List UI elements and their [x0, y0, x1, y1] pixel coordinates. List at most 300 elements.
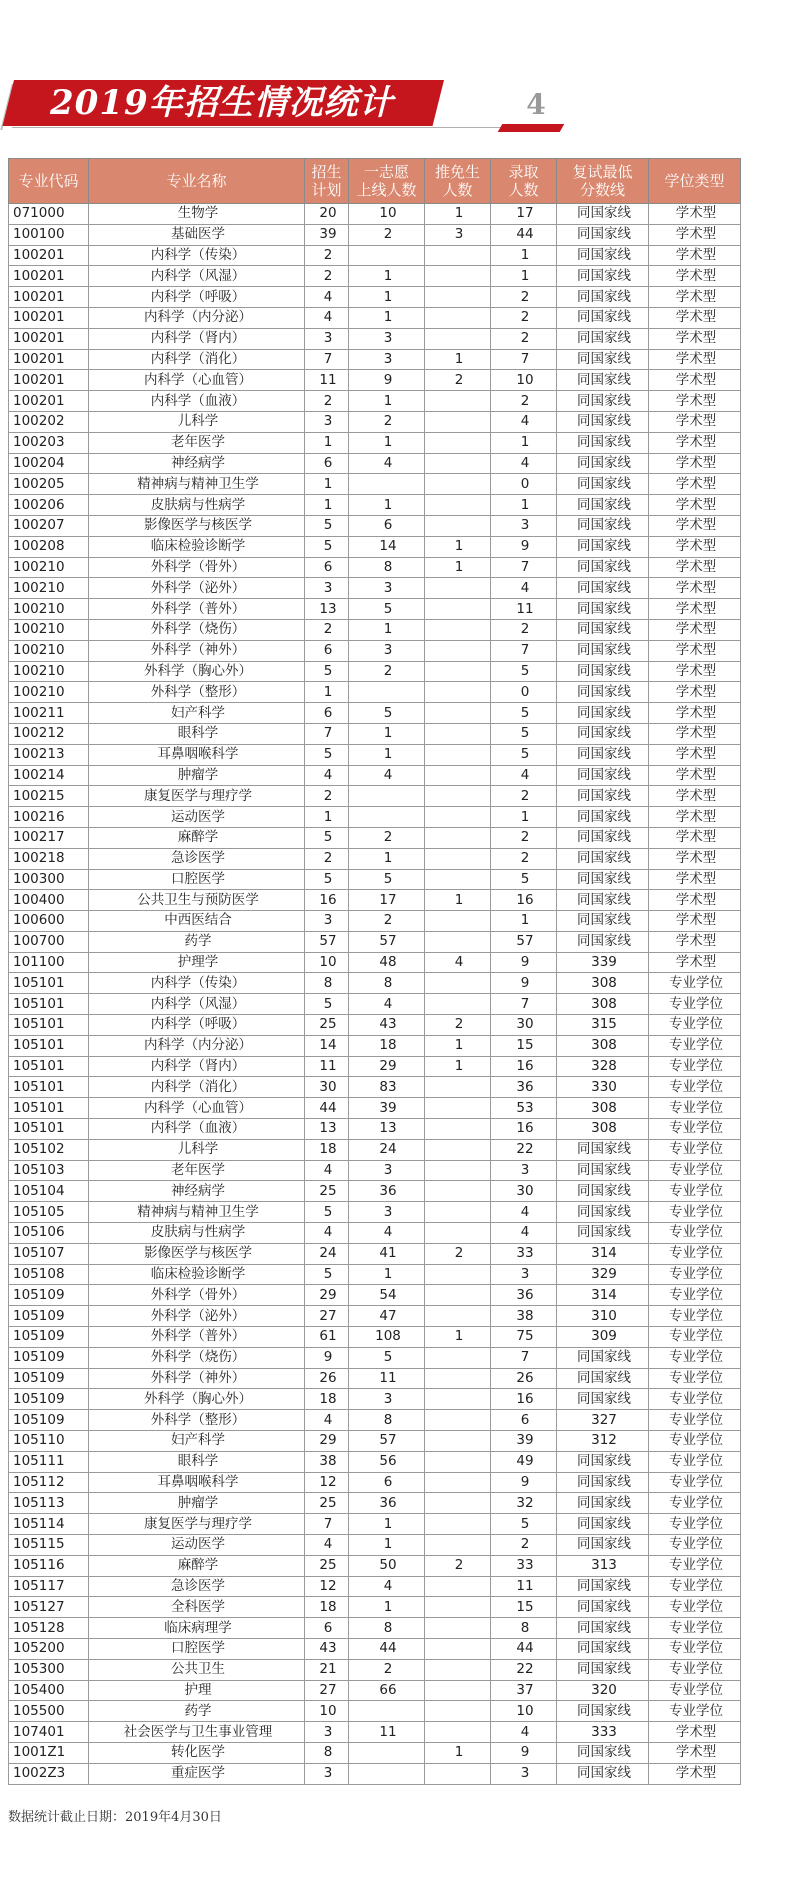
cell-degree-type: 学术型: [649, 474, 741, 495]
col-header-recommended: [425, 159, 491, 204]
cell-name: 老年医学: [89, 432, 305, 453]
cell-recommended: 1: [425, 557, 491, 578]
table-row: [9, 973, 741, 994]
cell-first-choice: 5: [349, 869, 425, 890]
cell-degree-type: 专业学位: [649, 1451, 741, 1472]
cell-plan: 2: [305, 245, 349, 266]
cell-degree-type: 专业学位: [649, 1680, 741, 1701]
cell-first-choice: 39: [349, 1098, 425, 1119]
cell-first-choice: 2: [349, 411, 425, 432]
cell-admitted: 2: [491, 391, 557, 412]
cell-first-choice: 3: [349, 349, 425, 370]
cell-first-choice: 1: [349, 723, 425, 744]
cell-plan: 13: [305, 599, 349, 620]
cell-name: 老年医学: [89, 1160, 305, 1181]
table-row: [9, 786, 741, 807]
cell-plan: 18: [305, 1597, 349, 1618]
cell-plan: 2: [305, 848, 349, 869]
cell-name: 眼科学: [89, 1451, 305, 1472]
cell-name: 内科学（血液）: [89, 1119, 305, 1140]
cell-min-score: 330: [557, 1077, 649, 1098]
cell-first-choice: [349, 1742, 425, 1763]
table-row: [9, 1056, 741, 1077]
cell-plan: 29: [305, 1285, 349, 1306]
cell-code: 105114: [9, 1514, 89, 1535]
cell-name: 儿科学: [89, 1139, 305, 1160]
cell-min-score: 同国家线: [557, 224, 649, 245]
cell-recommended: [425, 848, 491, 869]
cell-code: 100210: [9, 640, 89, 661]
cell-min-score: 同国家线: [557, 827, 649, 848]
cell-degree-type: 专业学位: [649, 1077, 741, 1098]
cell-admitted: 9: [491, 1472, 557, 1493]
table-row: [9, 1098, 741, 1119]
cell-plan: 4: [305, 287, 349, 308]
cell-plan: 6: [305, 640, 349, 661]
cell-plan: 5: [305, 536, 349, 557]
cell-code: 105110: [9, 1431, 89, 1452]
cell-admitted: 11: [491, 1576, 557, 1597]
cell-name: 药学: [89, 1701, 305, 1722]
cell-degree-type: 学术型: [649, 599, 741, 620]
cell-name: 外科学（泌外）: [89, 1306, 305, 1327]
cell-min-score: 同国家线: [557, 848, 649, 869]
cell-plan: 27: [305, 1680, 349, 1701]
cell-name: 眼科学: [89, 723, 305, 744]
table-row: [9, 911, 741, 932]
cell-recommended: [425, 1638, 491, 1659]
cell-first-choice: 3: [349, 640, 425, 661]
cell-min-score: 329: [557, 1264, 649, 1285]
cell-recommended: [425, 1410, 491, 1431]
cell-plan: 61: [305, 1327, 349, 1348]
cell-code: 105300: [9, 1659, 89, 1680]
cell-degree-type: 专业学位: [649, 1015, 741, 1036]
cell-name: 内科学（内分泌）: [89, 1035, 305, 1056]
table-row: [9, 599, 741, 620]
cell-degree-type: 学术型: [649, 370, 741, 391]
cell-code: 100400: [9, 890, 89, 911]
cell-degree-type: 专业学位: [649, 1389, 741, 1410]
cell-first-choice: 43: [349, 1015, 425, 1036]
cell-admitted: 30: [491, 1181, 557, 1202]
cell-plan: 11: [305, 370, 349, 391]
cell-min-score: 314: [557, 1243, 649, 1264]
cell-admitted: 26: [491, 1368, 557, 1389]
cell-first-choice: 1: [349, 619, 425, 640]
cell-degree-type: 专业学位: [649, 1243, 741, 1264]
cell-admitted: 4: [491, 1202, 557, 1223]
table-row: [9, 1077, 741, 1098]
cell-degree-type: 学术型: [649, 661, 741, 682]
cell-plan: 16: [305, 890, 349, 911]
cell-first-choice: 2: [349, 827, 425, 848]
table-row: [9, 349, 741, 370]
cell-min-score: 328: [557, 1056, 649, 1077]
col-header-first-choice: [349, 159, 425, 204]
col-header-degree-type: [649, 159, 741, 204]
cell-degree-type: 专业学位: [649, 1119, 741, 1140]
table-row: [9, 1035, 741, 1056]
cell-degree-type: 专业学位: [649, 1202, 741, 1223]
header-text: 学位类型: [664, 172, 725, 190]
cell-recommended: [425, 599, 491, 620]
cell-first-choice: 47: [349, 1306, 425, 1327]
cell-recommended: [425, 432, 491, 453]
cell-code: 105117: [9, 1576, 89, 1597]
cell-degree-type: 专业学位: [649, 1181, 741, 1202]
cell-min-score: 同国家线: [557, 266, 649, 287]
cell-admitted: 1: [491, 432, 557, 453]
cell-code: 105400: [9, 1680, 89, 1701]
cell-degree-type: 专业学位: [649, 1535, 741, 1556]
cell-min-score: 314: [557, 1285, 649, 1306]
cell-name: 外科学（整形）: [89, 682, 305, 703]
cell-degree-type: 学术型: [649, 703, 741, 724]
cell-degree-type: 专业学位: [649, 1056, 741, 1077]
cell-name: 康复医学与理疗学: [89, 786, 305, 807]
cell-first-choice: 1: [349, 1264, 425, 1285]
cell-admitted: 33: [491, 1555, 557, 1576]
cell-code: 105108: [9, 1264, 89, 1285]
cell-name: 内科学（心血管）: [89, 1098, 305, 1119]
cell-code: 100201: [9, 370, 89, 391]
cell-degree-type: 专业学位: [649, 1160, 741, 1181]
cell-min-score: 同国家线: [557, 1701, 649, 1722]
cell-first-choice: 5: [349, 599, 425, 620]
cell-min-score: 同国家线: [557, 869, 649, 890]
cell-admitted: 5: [491, 869, 557, 890]
cell-name: 临床检验诊断学: [89, 1264, 305, 1285]
cell-code: 105101: [9, 1056, 89, 1077]
cell-min-score: 同国家线: [557, 1347, 649, 1368]
cell-code: 100600: [9, 911, 89, 932]
cell-code: 105113: [9, 1493, 89, 1514]
cell-admitted: 22: [491, 1139, 557, 1160]
cell-recommended: [425, 827, 491, 848]
cell-recommended: [425, 640, 491, 661]
cell-admitted: 2: [491, 1535, 557, 1556]
cell-recommended: [425, 765, 491, 786]
cell-plan: 25: [305, 1555, 349, 1576]
cell-name: 内科学（消化）: [89, 349, 305, 370]
cell-recommended: [425, 1659, 491, 1680]
cell-name: 临床病理学: [89, 1618, 305, 1639]
cell-code: 107401: [9, 1722, 89, 1743]
table-row: [9, 1659, 741, 1680]
cell-code: 105109: [9, 1368, 89, 1389]
cell-name: 重症医学: [89, 1763, 305, 1784]
cell-first-choice: 8: [349, 1618, 425, 1639]
cell-first-choice: 14: [349, 536, 425, 557]
cell-recommended: [425, 307, 491, 328]
cell-degree-type: 专业学位: [649, 1514, 741, 1535]
cell-min-score: 同国家线: [557, 328, 649, 349]
cell-admitted: 4: [491, 453, 557, 474]
cell-degree-type: 专业学位: [649, 1659, 741, 1680]
cell-admitted: 16: [491, 1056, 557, 1077]
cell-name: 内科学（消化）: [89, 1077, 305, 1098]
cell-recommended: [425, 287, 491, 308]
table-row: [9, 1306, 741, 1327]
cell-first-choice: 41: [349, 1243, 425, 1264]
cell-code: 100201: [9, 266, 89, 287]
cell-first-choice: 2: [349, 661, 425, 682]
cell-code: 100300: [9, 869, 89, 890]
table-row: [9, 1472, 741, 1493]
table-row: [9, 869, 741, 890]
cell-degree-type: 学术型: [649, 515, 741, 536]
cell-admitted: 10: [491, 1701, 557, 1722]
cell-degree-type: 学术型: [649, 848, 741, 869]
table-row: [9, 1327, 741, 1348]
cell-first-choice: 11: [349, 1368, 425, 1389]
cell-plan: 5: [305, 827, 349, 848]
cell-degree-type: 专业学位: [649, 1493, 741, 1514]
cell-plan: 7: [305, 349, 349, 370]
cell-admitted: 1: [491, 495, 557, 516]
cell-code: 105112: [9, 1472, 89, 1493]
table-row: [9, 1389, 741, 1410]
cell-first-choice: [349, 1701, 425, 1722]
cell-first-choice: 29: [349, 1056, 425, 1077]
cell-code: 105101: [9, 1098, 89, 1119]
table-row: [9, 557, 741, 578]
cell-recommended: [425, 1202, 491, 1223]
page-number-bar: [498, 124, 565, 132]
cell-degree-type: 学术型: [649, 307, 741, 328]
cell-recommended: [425, 1077, 491, 1098]
table-row: [9, 1493, 741, 1514]
cell-first-choice: 3: [349, 1160, 425, 1181]
cell-degree-type: 专业学位: [649, 1347, 741, 1368]
table-header-row: [9, 159, 741, 204]
cell-admitted: 16: [491, 1119, 557, 1140]
cell-first-choice: 54: [349, 1285, 425, 1306]
cell-degree-type: 学术型: [649, 349, 741, 370]
cell-first-choice: [349, 682, 425, 703]
cell-degree-type: 学术型: [649, 744, 741, 765]
cell-plan: 3: [305, 411, 349, 432]
cell-admitted: 49: [491, 1451, 557, 1472]
cell-code: 100210: [9, 682, 89, 703]
cell-first-choice: 2: [349, 1659, 425, 1680]
cell-name: 临床检验诊断学: [89, 536, 305, 557]
cell-recommended: [425, 266, 491, 287]
cell-code: 100217: [9, 827, 89, 848]
cell-recommended: [425, 1139, 491, 1160]
cell-degree-type: 学术型: [649, 619, 741, 640]
cell-min-score: 同国家线: [557, 536, 649, 557]
cell-recommended: [425, 1160, 491, 1181]
cell-recommended: [425, 1576, 491, 1597]
cell-admitted: 5: [491, 1514, 557, 1535]
table-row: [9, 1181, 741, 1202]
cell-name: 药学: [89, 931, 305, 952]
cell-first-choice: 24: [349, 1139, 425, 1160]
cell-min-score: 同国家线: [557, 391, 649, 412]
cell-min-score: 同国家线: [557, 204, 649, 225]
cell-name: 外科学（神外）: [89, 640, 305, 661]
cell-min-score: 同国家线: [557, 1451, 649, 1472]
cell-degree-type: 学术型: [649, 869, 741, 890]
cell-degree-type: 专业学位: [649, 1618, 741, 1639]
cell-plan: 3: [305, 578, 349, 599]
table-row: [9, 287, 741, 308]
cell-degree-type: 专业学位: [649, 1410, 741, 1431]
table-row: [9, 515, 741, 536]
cell-plan: 5: [305, 1264, 349, 1285]
cell-name: 生物学: [89, 204, 305, 225]
cell-admitted: 4: [491, 411, 557, 432]
cell-first-choice: 4: [349, 453, 425, 474]
cell-recommended: [425, 1389, 491, 1410]
cell-name: 康复医学与理疗学: [89, 1514, 305, 1535]
cell-code: 105105: [9, 1202, 89, 1223]
cell-recommended: [425, 1285, 491, 1306]
cell-admitted: 16: [491, 1389, 557, 1410]
cell-code: 105103: [9, 1160, 89, 1181]
cell-code: 100201: [9, 391, 89, 412]
cell-first-choice: 48: [349, 952, 425, 973]
cell-code: 100214: [9, 765, 89, 786]
cell-plan: 27: [305, 1306, 349, 1327]
cell-recommended: [425, 994, 491, 1015]
cell-degree-type: 专业学位: [649, 1035, 741, 1056]
cell-name: 运动医学: [89, 807, 305, 828]
cell-plan: 24: [305, 1243, 349, 1264]
cell-admitted: 16: [491, 890, 557, 911]
cell-plan: 6: [305, 1618, 349, 1639]
cell-code: 105109: [9, 1410, 89, 1431]
table-row: [9, 1680, 741, 1701]
header-text: 一志愿: [363, 163, 409, 181]
cell-first-choice: 1: [349, 307, 425, 328]
cell-degree-type: 专业学位: [649, 1306, 741, 1327]
cell-code: 105101: [9, 973, 89, 994]
cell-min-score: 308: [557, 1035, 649, 1056]
cell-min-score: 同国家线: [557, 495, 649, 516]
cell-admitted: 11: [491, 599, 557, 620]
cell-min-score: 同国家线: [557, 1389, 649, 1410]
cell-admitted: 4: [491, 765, 557, 786]
cell-recommended: [425, 245, 491, 266]
cell-name: 护理学: [89, 952, 305, 973]
cell-min-score: 同国家线: [557, 515, 649, 536]
cell-first-choice: 1: [349, 287, 425, 308]
table-row: [9, 1701, 741, 1722]
cell-name: 外科学（普外）: [89, 599, 305, 620]
table-row: [9, 1160, 741, 1181]
cell-admitted: 3: [491, 1160, 557, 1181]
cell-admitted: 17: [491, 204, 557, 225]
cell-admitted: 2: [491, 619, 557, 640]
cell-name: 中西医结合: [89, 911, 305, 932]
cell-first-choice: 1: [349, 495, 425, 516]
cell-degree-type: 学术型: [649, 807, 741, 828]
cell-code: 105107: [9, 1243, 89, 1264]
cell-degree-type: 学术型: [649, 328, 741, 349]
cell-first-choice: 13: [349, 1119, 425, 1140]
cell-plan: 1: [305, 432, 349, 453]
cell-name: 神经病学: [89, 1181, 305, 1202]
cell-name: 外科学（烧伤）: [89, 1347, 305, 1368]
table-row: [9, 661, 741, 682]
cell-recommended: [425, 495, 491, 516]
cell-name: 内科学（内分泌）: [89, 307, 305, 328]
cell-min-score: 同国家线: [557, 1493, 649, 1514]
cell-name: 外科学（骨外）: [89, 557, 305, 578]
cell-admitted: 5: [491, 661, 557, 682]
cell-first-choice: 3: [349, 578, 425, 599]
cell-min-score: 同国家线: [557, 682, 649, 703]
cell-recommended: [425, 1347, 491, 1368]
cell-first-choice: 4: [349, 1223, 425, 1244]
cell-min-score: 同国家线: [557, 1576, 649, 1597]
cell-min-score: 同国家线: [557, 1202, 649, 1223]
cell-plan: 5: [305, 661, 349, 682]
table-row: [9, 1264, 741, 1285]
cell-first-choice: 8: [349, 973, 425, 994]
cell-name: 影像医学与核医学: [89, 515, 305, 536]
cell-admitted: 4: [491, 1223, 557, 1244]
cell-degree-type: 学术型: [649, 931, 741, 952]
cell-recommended: 1: [425, 1035, 491, 1056]
cell-min-score: 310: [557, 1306, 649, 1327]
table-row: [9, 1763, 741, 1784]
cell-min-score: 同国家线: [557, 1763, 649, 1784]
cell-code: 105500: [9, 1701, 89, 1722]
cell-plan: 10: [305, 952, 349, 973]
cell-plan: 26: [305, 1368, 349, 1389]
cell-recommended: [425, 661, 491, 682]
page-title: 2019年招生情况统计: [50, 83, 394, 123]
cell-first-choice: 1: [349, 848, 425, 869]
table-row: [9, 1451, 741, 1472]
cell-name: 外科学（泌外）: [89, 578, 305, 599]
cell-degree-type: 专业学位: [649, 973, 741, 994]
cell-plan: 3: [305, 911, 349, 932]
table-row: [9, 328, 741, 349]
table-row: [9, 1285, 741, 1306]
table-row: [9, 1618, 741, 1639]
cell-min-score: 同国家线: [557, 287, 649, 308]
cell-admitted: 15: [491, 1035, 557, 1056]
cell-min-score: 同国家线: [557, 661, 649, 682]
cell-recommended: [425, 682, 491, 703]
cell-min-score: 308: [557, 1119, 649, 1140]
cell-recommended: 2: [425, 1243, 491, 1264]
cell-recommended: 2: [425, 1015, 491, 1036]
cell-min-score: 308: [557, 973, 649, 994]
cell-recommended: 1: [425, 890, 491, 911]
table-row: [9, 1638, 741, 1659]
cell-code: 105111: [9, 1451, 89, 1472]
cell-admitted: 8: [491, 1618, 557, 1639]
cell-recommended: [425, 328, 491, 349]
cell-admitted: 36: [491, 1285, 557, 1306]
cell-degree-type: 学术型: [649, 952, 741, 973]
cell-code: 100210: [9, 661, 89, 682]
table-row: [9, 1431, 741, 1452]
table-row: [9, 1722, 741, 1743]
cell-plan: 6: [305, 557, 349, 578]
cell-min-score: 同国家线: [557, 1535, 649, 1556]
cell-degree-type: 专业学位: [649, 1285, 741, 1306]
cell-first-choice: 2: [349, 911, 425, 932]
cell-first-choice: 1: [349, 1514, 425, 1535]
cell-degree-type: 学术型: [649, 1722, 741, 1743]
